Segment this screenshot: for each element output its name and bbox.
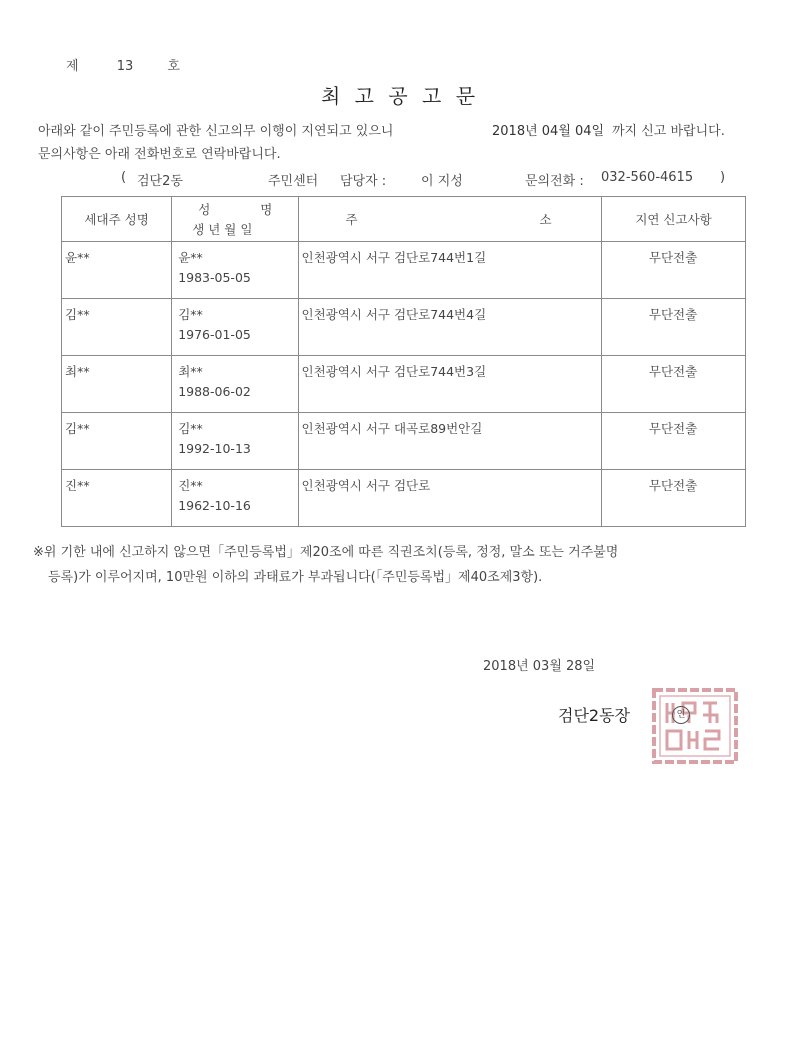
overdue-report-table [61,196,746,527]
birth-date: 1983-05-05 [178,270,251,285]
birth-date: 1962-10-16 [178,498,251,513]
contact-manager-label: 담당자 : [340,174,387,189]
signature-date: 2018년 03월 28일 [483,659,596,674]
birth-date: 1992-10-13 [178,441,251,456]
name-birth-cell [172,356,298,413]
householder-cell [62,470,172,527]
address-cell [298,242,602,299]
overdue-cell [602,242,746,299]
overdue-cell [602,470,746,527]
table-row [62,356,746,413]
address-text: 인천광역시 서구 검단로744번1길 [301,250,487,265]
overdue-cell [602,299,746,356]
table-row [62,299,746,356]
issue-suffix: 호 [167,59,180,74]
birth-date: 1976-01-05 [178,327,251,342]
official-seal [651,687,739,765]
contact-office: 검단2동 [137,174,183,189]
householder-cell [62,413,172,470]
householder-name: 진** [65,478,90,493]
overdue-item: 무단전출 [648,478,698,493]
address-cell [298,470,602,527]
legal-notice-line-2: 등록)가 이루어지며, 10만원 이하의 과태료가 부과됩니다(「주민등록법」제40조제3항). [48,570,543,585]
header-birth: 생 년 월 일 [192,222,253,237]
contact-center: 주민센터 [268,174,319,189]
householder-cell [62,299,172,356]
overdue-item: 무단전출 [648,250,698,265]
overdue-cell [602,356,746,413]
issue-prefix: 제 [66,59,79,74]
resident-name: 진** [178,478,203,493]
name-birth-cell [172,413,298,470]
name-birth-cell [172,299,298,356]
document-title: 최 고 공 고 문 [320,84,480,108]
contact-close-paren: ) [720,170,726,185]
contact-phone: 032-560-4615 [601,170,694,185]
issue-number: 13 [116,59,134,74]
header-name: 성 명 [198,202,273,217]
header-address [298,197,602,242]
intro-line-1-tail: 까지 신고 바랍니다. [612,124,725,139]
address-text: 인천광역시 서구 검단로744번3길 [301,364,487,379]
header-overdue: 지연 신고사항 [602,197,746,242]
name-birth-cell [172,242,298,299]
legal-notice-line-1: ※위 기한 내에 신고하지 않으면「주민등록법」제20조에 따른 직권조치(등록, 정정, 말소 또는 거주불명 [33,545,619,560]
contact-phone-label: 문의전화 : [525,174,584,189]
resident-name: 김** [178,307,203,322]
contact-manager-name: 이 지성 [421,174,463,189]
deadline-date: 2018년 04월 04일 [492,124,605,139]
header-name-birth [172,197,298,242]
signer-name: 검단2동장 [558,706,631,725]
householder-name: 윤** [65,250,90,265]
name-birth-cell [172,470,298,527]
address-cell [298,356,602,413]
issue-number-line [66,55,180,74]
seal-mark: 인 [672,706,690,724]
birth-date: 1988-06-02 [178,384,251,399]
householder-name: 김** [65,307,90,322]
table-row [62,470,746,527]
address-cell [298,413,602,470]
header-address-right: 소 [539,212,552,227]
householder-name: 김** [65,421,90,436]
resident-name: 최** [178,364,203,379]
intro-line-1: 아래와 같이 주민등록에 관한 신고의무 이행이 지연되고 있으니 [38,124,394,139]
address-cell [298,299,602,356]
resident-name: 윤** [178,250,203,265]
address-text: 인천광역시 서구 검단로 [301,478,431,493]
resident-name: 김** [178,421,203,436]
table-row [62,413,746,470]
address-text: 인천광역시 서구 대곡로89번안길 [301,421,483,436]
householder-cell [62,356,172,413]
intro-line-2: 문의사항은 아래 전화번호로 연락바랍니다. [38,147,281,162]
contact-open-paren: ( [121,170,127,185]
overdue-item: 무단전출 [648,307,698,322]
header-address-left: 주 [345,212,358,227]
table-row [62,242,746,299]
address-text: 인천광역시 서구 검단로744번4길 [301,307,487,322]
table-header-row [62,197,746,242]
overdue-cell [602,413,746,470]
overdue-item: 무단전출 [648,421,698,436]
householder-cell [62,242,172,299]
overdue-item: 무단전출 [648,364,698,379]
householder-name: 최** [65,364,90,379]
header-householder: 세대주 성명 [62,197,172,242]
